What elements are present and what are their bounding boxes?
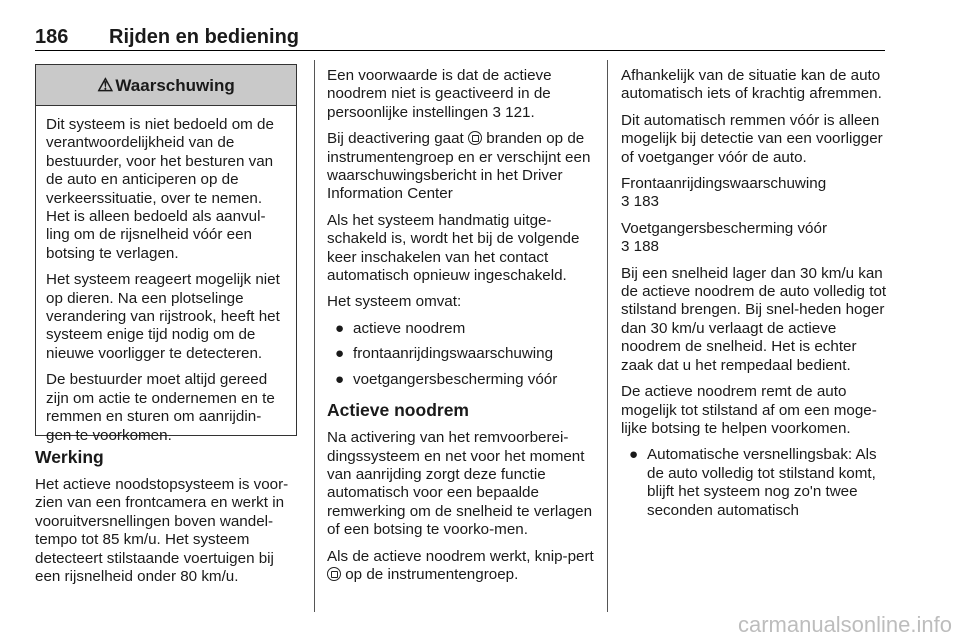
page-number: 186 <box>35 26 69 48</box>
paragraph: Frontaanrijdingswaarschuwing 3 183 <box>621 175 827 211</box>
warning-title <box>36 65 296 106</box>
column-divider <box>314 60 315 612</box>
paragraph: De actieve noodrem remt de auto mogelijk tot stilstand af om een moge-lijke botsing te helpen voorkomen. <box>621 383 877 437</box>
section-heading-actieve-noodrem: Actieve noodrem <box>327 400 469 421</box>
page-reference-link[interactable]: 3 183 <box>621 193 660 211</box>
page-reference-link[interactable]: 3 121. <box>492 103 535 121</box>
warning-paragraph: De bestuurder moet altijd gereed zijn om actie te ondernemen en te remmen en sturen om aanrijdin-gen te voorkomen. <box>46 371 275 444</box>
page-header <box>35 26 885 51</box>
warning-body <box>36 106 296 445</box>
section-heading-werking: Werking <box>35 447 104 467</box>
warning-paragraph: Dit systeem is niet bedoeld om de verantwoordelijkheid van de bestuurder, voor het besturen van de auto en anticiperen op de verkeerssituatie, over te nemen. Het is alleen bedoeld als aanvul-ling om de rijsnelheid vóór een botsing te verlagen. <box>46 116 274 262</box>
paragraph: Bij een snelheid lager dan 30 km/u kan de actieve noodrem de auto volledig tot stilstand brengen. Bij snel-heden hoger dan 30 km/u verlaagt de actieve noodrem de snelheid. Het is echter zaak dat u het rempedaal bedient. <box>621 264 887 374</box>
paragraph: Dit automatisch remmen vóór is alleen mogelijk bij detectie van een voorligger of voetganger vóór de auto. <box>621 111 883 166</box>
watermark: carmanualsonline.info <box>737 612 952 637</box>
paragraph: Afhankelijk van de situatie kan de auto automatisch iets of krachtig afremmen. <box>621 67 882 103</box>
list-item: ● actieve noodrem <box>335 319 466 337</box>
paragraph: Het systeem omvat: <box>327 293 462 311</box>
paragraph: Bij deactivering gaat branden op de instrumentengroep en er verschijnt een waarschuwingsbericht in het Driver Information Center <box>327 130 591 203</box>
paragraph: Het actieve noodstopsysteem is voor-zien van een frontcamera en werkt in vooruitversnellingen boven wandel-tempo tot 85 km/u. Het systeem detecteert stilstaande voertuigen bij een rijsnelheid onder 80 km/u. <box>35 476 289 586</box>
paragraph: Een voorwaarde is dat de actieve noodrem niet is geactiveerd in de persoonlijke instellingen 3 121. <box>327 67 552 121</box>
paragraph: Voetgangersbescherming vóór 3 188 <box>621 219 828 256</box>
paragraph: Na activering van het remvoorberei-dingssysteem en net voor het moment van aanrijding zorgt deze functie automatisch voor een bepaalde remwerking om de snelheid te verlagen of een botsing te voorko-men. <box>327 429 593 539</box>
list-item: ● frontaanrijdingswaarschuwing <box>335 345 554 363</box>
page-reference-link[interactable]: 3 188 <box>621 238 660 256</box>
page-title: Rijden en bediening <box>109 26 300 48</box>
warning-paragraph: Het systeem reageert mogelijk niet op dieren. Na een plotselinge verandering van rijstrook, heeft het systeem enige tijd nodig om de nieuwe voorligger te detecteren. <box>46 271 280 362</box>
paragraph: Als de actieve noodrem werkt, knip-pert op de instrumentengroep. <box>327 547 594 583</box>
column-1-lower <box>35 446 299 594</box>
emergency-brake-warning-icon <box>327 567 341 581</box>
column-2 <box>327 67 595 592</box>
list-item: ● voetgangersbescherming vóór <box>335 370 558 388</box>
bullet-list <box>327 320 595 389</box>
column-divider <box>607 60 608 612</box>
warning-box <box>35 64 297 444</box>
warning-triangle-icon: ⚠ <box>97 75 114 95</box>
warning-title-text: Waarschuwing <box>115 76 235 95</box>
paragraph: Als het systeem handmatig uitge-schakeld is, wordt het bij de volgende keer inschakelen van het contact automatisch opnieuw ingeschakeld. <box>327 211 580 285</box>
emergency-brake-warning-icon <box>468 131 482 145</box>
bullet-list <box>621 446 889 520</box>
column-3 <box>621 67 889 528</box>
list-item: ● Automatische versnellingsbak: Als de auto volledig tot stilstand komt, blijft het systeem nog zo'n twee seconden automatisch <box>629 446 877 519</box>
